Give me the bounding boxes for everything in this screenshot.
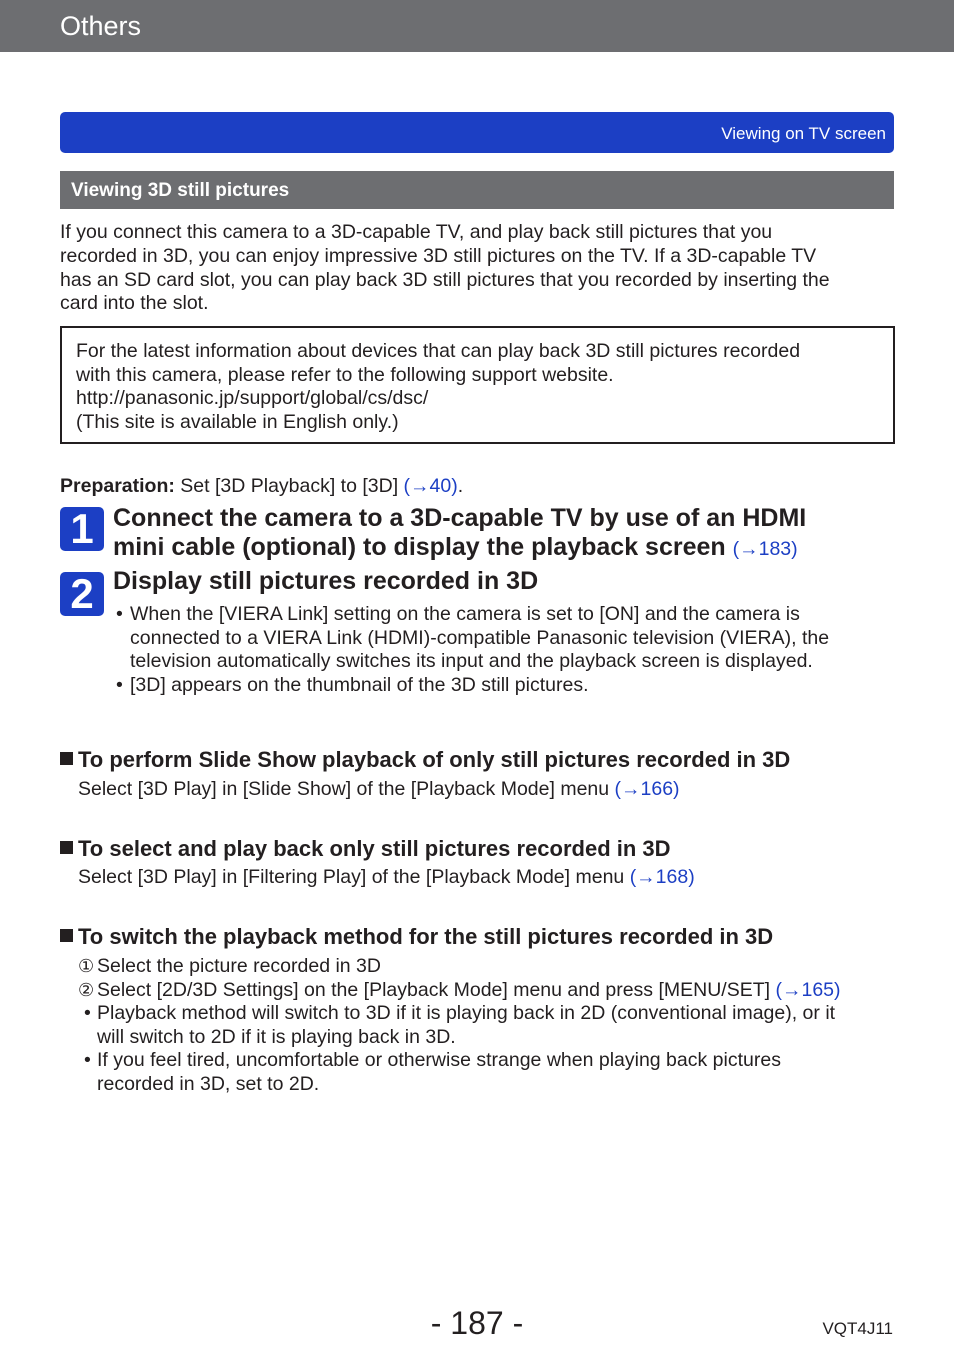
tip-heading: To select and play back only still pictures recorded in 3D xyxy=(60,836,671,862)
intro-line: If you connect this camera to a 3D-capable TV, and play back still pictures that you xyxy=(60,221,773,243)
tip-heading: To switch the playback method for the still pictures recorded in 3D xyxy=(60,924,773,950)
section-label: Viewing on TV screen xyxy=(721,124,886,143)
info-box xyxy=(60,326,895,444)
bullet-line: When the [VIERA Link] setting on the camera is set to [ON] and the camera is xyxy=(130,603,800,625)
tip-heading: To perform Slide Show playback of only still pictures recorded in 3D xyxy=(60,747,790,773)
bullet-line: television automatically switches its input and the playback screen is displayed. xyxy=(130,650,813,673)
page-ref-link[interactable]: (→166) xyxy=(614,778,680,800)
subsection-label: Viewing 3D still pictures xyxy=(71,180,290,201)
bullet-line: connected to a VIERA Link (HDMI)-compatible Panasonic television (VIERA), the xyxy=(130,626,830,649)
support-url[interactable]: http://panasonic.jp/support/global/cs/dsc/ xyxy=(76,387,429,410)
bullet-line: will switch to 2D if it is playing back in 3D. xyxy=(97,1025,456,1048)
info-line: For the latest information about devices that can play back 3D still pictures recorded xyxy=(76,340,801,362)
preparation-end: . xyxy=(457,475,464,497)
bullet-item xyxy=(116,674,829,698)
document-id: VQT4J11 xyxy=(822,1319,893,1338)
bullet-item xyxy=(78,1002,841,1049)
bullet-line: recorded in 3D, set to 2D. xyxy=(97,1072,320,1095)
bullet-dot: • xyxy=(116,673,123,696)
square-bullet-icon xyxy=(60,752,73,765)
section-bar xyxy=(60,112,894,153)
page-number: - 187 - xyxy=(430,1305,524,1341)
tip-text: Select [3D Play] in [Slide Show] of the [Playback Mode] menu (→166) xyxy=(78,778,680,800)
step-bullets xyxy=(116,603,829,697)
intro-paragraph xyxy=(60,221,900,316)
bullet-item xyxy=(78,1049,841,1096)
bullet-line: Playback method will switch to 3D if it is playing back in 2D (conventional image), or it xyxy=(97,1002,836,1025)
preparation-label: Preparation: xyxy=(60,475,175,497)
page-ref-link[interactable]: (→165) xyxy=(775,978,841,1001)
bullet-line: If you feel tired, uncomfortable or otherwise strange when playing back pictures xyxy=(97,1049,781,1072)
intro-line: recorded in 3D, you can enjoy impressive 3D still pictures on the TV. If a 3D-capable TV xyxy=(60,244,817,267)
info-line: with this camera, please refer to the following support website. xyxy=(76,363,614,386)
numbered-item: ② Select [2D/3D Settings] on the [Playback Mode] menu and press [MENU/SET] (→165) xyxy=(78,978,841,1001)
header-bar xyxy=(0,0,954,52)
square-bullet-icon xyxy=(60,929,73,942)
header-title: Others xyxy=(60,11,142,41)
bullet-dot: • xyxy=(116,603,123,625)
step-number-badge: 1 xyxy=(60,507,104,551)
step-title xyxy=(113,504,806,564)
circled-number: ② xyxy=(78,979,95,1000)
bullet-dot: • xyxy=(84,1049,91,1072)
preparation-text: Set [3D Playback] to [3D] xyxy=(174,475,404,497)
subsection-bar xyxy=(60,171,894,209)
info-line: (This site is available in English only.) xyxy=(76,410,399,433)
intro-line: has an SD card slot, you can play back 3D still pictures that you recorded by inserting the xyxy=(60,268,830,291)
step-title: Display still pictures recorded in 3D xyxy=(113,567,539,595)
bullet-line: [3D] appears on the thumbnail of the 3D still pictures. xyxy=(130,673,589,696)
step-title-line: mini cable (optional) to display the playback screen (→183) xyxy=(113,533,798,561)
step-title-line: Connect the camera to a 3D-capable TV by use of an HDMI xyxy=(113,504,807,532)
page-ref-link[interactable]: (→168) xyxy=(629,866,695,888)
square-bullet-icon xyxy=(60,841,73,854)
preparation-line xyxy=(60,475,463,498)
tip-text: Select [3D Play] in [Filtering Play] of the [Playback Mode] menu (→168) xyxy=(78,866,695,888)
numbered-item: ① Select the picture recorded in 3D xyxy=(78,955,381,977)
bullet-dot: • xyxy=(84,1002,91,1025)
intro-line: card into the slot. xyxy=(60,292,209,315)
bullet-item xyxy=(116,603,829,674)
tip-steps xyxy=(78,955,841,1097)
circled-number: ① xyxy=(78,956,95,976)
step-number-badge: 2 xyxy=(60,572,104,616)
page-ref-link[interactable]: (→183) xyxy=(732,538,798,560)
page-ref-link[interactable]: (→40) xyxy=(403,475,458,497)
